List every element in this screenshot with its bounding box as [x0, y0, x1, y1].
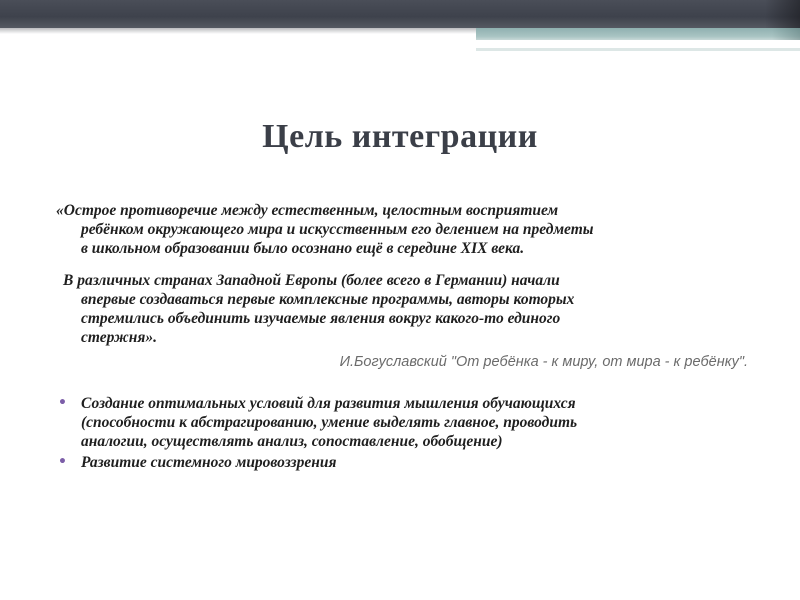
bullet-dot-icon: •: [58, 395, 67, 411]
bullet-list: [56, 394, 756, 472]
bullet-line: аналогии, осуществлять анализ, сопоставление, обобщение): [81, 433, 503, 450]
quote-line: в школьном образовании было осознано ещё в середине XIX века.: [81, 240, 525, 257]
slide-content: [56, 201, 756, 474]
header-band-dark: [0, 0, 800, 28]
quote-paragraph-2: [56, 271, 756, 347]
header-band-teal-fade: [772, 28, 800, 40]
bullet-line: (способности к абстрагированию, умение выделять главное, проводить: [81, 414, 578, 431]
slide-title: Цель интеграции: [262, 118, 538, 155]
bullet-item: [56, 394, 756, 451]
quote-line: впервые создаваться первые комплексные программы, авторы которых: [81, 291, 575, 308]
quote-attribution: И.Богуславский "От ребёнка - к миру, от мира - к ребёнку".: [339, 354, 748, 370]
bullet-line: Создание оптимальных условий для развития мышления обучающихся: [81, 395, 576, 412]
quote-line: ребёнком окружающего мира и искусственным его делением на предметы: [81, 221, 594, 238]
quote-line: стремились объединить изучаемые явления вокруг какого-то единого: [81, 310, 561, 327]
header-band-teal: [476, 28, 800, 40]
quote-line: «Острое противоречие между естественным, целостным восприятием: [56, 202, 559, 219]
quote-line: стержня».: [81, 329, 157, 346]
quote-paragraph-1: [56, 201, 756, 258]
quote-line: В различных странах Западной Европы (более всего в Германии) начали: [63, 272, 560, 289]
header-band-line: [476, 48, 800, 51]
bullet-line: Развитие системного мировоззрения: [81, 454, 337, 471]
header-band-dark-fade: [765, 0, 800, 28]
bullet-item: [56, 453, 756, 472]
paragraph-gap: [56, 258, 756, 271]
bullet-dot-icon: •: [58, 454, 67, 470]
